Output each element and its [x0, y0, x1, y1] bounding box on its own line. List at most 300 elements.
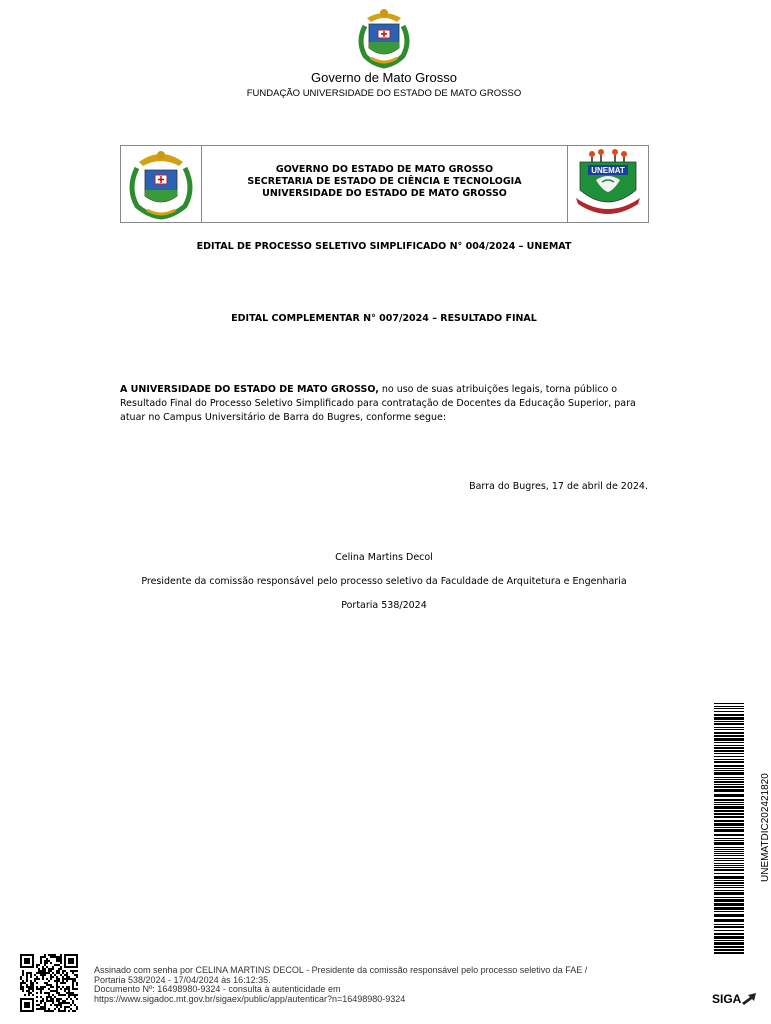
qr-module [44, 974, 46, 976]
qr-module [68, 988, 70, 990]
qr-module [62, 986, 64, 988]
qr-module [54, 996, 56, 998]
qr-module [20, 984, 22, 986]
right-emblem-cell [567, 146, 648, 222]
qr-module [70, 994, 72, 996]
qr-module [60, 988, 62, 990]
qr-module [40, 1008, 42, 1010]
qr-module [62, 978, 64, 980]
qr-module [20, 978, 22, 980]
qr-module [52, 1000, 54, 1002]
barcode-bar [714, 867, 744, 868]
qr-module [56, 984, 58, 986]
qr-module [36, 986, 38, 988]
qr-module [66, 978, 68, 980]
place-date: Barra do Bugres, 17 de abril de 2024. [469, 481, 648, 492]
qr-module [56, 956, 58, 958]
barcode-bar [714, 919, 744, 922]
qr-module [22, 972, 24, 974]
qr-module [72, 982, 74, 984]
qr-module [44, 986, 46, 988]
coat-of-arms-icon [355, 6, 413, 68]
qr-module [48, 970, 50, 972]
qr-module [76, 988, 78, 990]
qr-module [70, 970, 72, 972]
barcode-icon [714, 703, 744, 953]
letterhead-line-secretariat: SECRETARIA DE ESTADO DE CIÊNCIA E TECNOLOGIA [247, 176, 522, 187]
mato-grosso-coat-of-arms-icon [121, 146, 201, 222]
qr-module [40, 996, 42, 998]
complementary-title: EDITAL COMPLEMENTAR N° 007/2024 – RESULTADO FINAL [231, 313, 537, 324]
qr-module [48, 954, 50, 956]
qr-module [32, 988, 34, 990]
qr-module [44, 972, 46, 974]
qr-module [22, 974, 24, 976]
qr-module [60, 966, 62, 968]
qr-module [62, 1000, 64, 1002]
barcode-bar [714, 851, 744, 852]
qr-module [70, 992, 72, 994]
barcode-bar [714, 717, 744, 720]
barcode-bar [714, 820, 744, 822]
qr-module [60, 982, 62, 984]
barcode-bar [714, 914, 744, 917]
qr-module [44, 982, 46, 984]
qr-module [68, 1002, 70, 1004]
qr-module [74, 970, 76, 972]
barcode-bar [714, 816, 744, 818]
qr-module [36, 964, 38, 966]
unemat-logo-text: UNEMAT [591, 166, 625, 175]
qr-module [56, 980, 58, 982]
qr-module [20, 986, 22, 988]
qr-module [46, 992, 48, 994]
qr-module [44, 968, 46, 970]
barcode-bar [714, 926, 744, 928]
barcode-bar [714, 745, 744, 746]
qr-module [54, 990, 56, 992]
qr-module [22, 990, 24, 992]
barcode-bar [714, 855, 744, 856]
qr-module [68, 992, 70, 994]
qr-module [24, 994, 26, 996]
letterhead-box [120, 145, 649, 223]
barcode-bar [714, 786, 744, 788]
qr-module [68, 994, 70, 996]
qr-module [46, 998, 48, 1000]
qr-module [28, 992, 30, 994]
qr-module [70, 1004, 72, 1006]
qr-module [42, 998, 44, 1000]
qr-module [60, 962, 62, 964]
barcode-bar [714, 789, 744, 792]
barcode-bar [714, 849, 744, 850]
qr-module [44, 1004, 46, 1006]
barcode-bar [714, 834, 744, 836]
qr-module [66, 986, 68, 988]
qr-module [48, 984, 50, 986]
qr-module [20, 988, 22, 990]
qr-module [60, 998, 62, 1000]
barcode-bar [714, 892, 744, 895]
qr-module [46, 978, 48, 980]
qr-module [60, 954, 62, 956]
qr-module [48, 968, 50, 970]
qr-module [50, 984, 52, 986]
barcode-bar [714, 933, 744, 935]
qr-module [76, 982, 78, 984]
qr-module [50, 974, 52, 976]
qr-module [26, 990, 28, 992]
qr-module [50, 1010, 52, 1012]
qr-module [46, 1010, 48, 1012]
qr-module [32, 986, 34, 988]
barcode-bar [714, 865, 744, 866]
qr-module [46, 958, 48, 960]
qr-module [44, 970, 46, 972]
qr-module [58, 972, 60, 974]
qr-module [44, 1006, 46, 1008]
siga-arrow-icon [742, 993, 756, 1005]
qr-module [36, 988, 38, 990]
qr-module [30, 980, 32, 982]
qr-module [50, 1004, 52, 1006]
qr-module [58, 994, 60, 996]
footer-line-3: Documento Nº: 16498980-9324 - consulta à autenticidade em [94, 984, 341, 994]
qr-module [52, 994, 54, 996]
qr-module [56, 970, 58, 972]
qr-module [64, 1000, 66, 1002]
qr-module [32, 984, 34, 986]
signer-role: Presidente da comissão responsável pelo processo seletivo da Faculdade de Arquitetura e Engenharia [141, 576, 627, 587]
barcode-bar [714, 847, 744, 848]
qr-module [36, 992, 38, 994]
qr-module [30, 982, 32, 984]
qr-module [48, 1010, 50, 1012]
qr-module [28, 994, 30, 996]
qr-module [50, 962, 52, 964]
qr-module [50, 970, 52, 972]
qr-module [64, 994, 66, 996]
qr-module [52, 998, 54, 1000]
qr-module [42, 970, 44, 972]
qr-module [46, 1000, 48, 1002]
qr-module [50, 978, 52, 980]
qr-code-icon[interactable] [20, 954, 78, 1012]
qr-module [58, 998, 60, 1000]
barcode-bar [714, 899, 744, 902]
qr-module [70, 978, 72, 980]
qr-module [30, 992, 32, 994]
qr-module [74, 1004, 76, 1006]
qr-module [40, 958, 42, 960]
qr-module [64, 988, 66, 990]
letterhead-text [202, 164, 567, 200]
qr-module [24, 982, 26, 984]
qr-module [34, 980, 36, 982]
qr-module [50, 990, 52, 992]
qr-module [32, 982, 34, 984]
barcode-bar [714, 813, 744, 815]
barcode-bar [714, 770, 744, 771]
qr-module [72, 1000, 74, 1002]
qr-module [70, 998, 72, 1000]
qr-module [44, 964, 46, 966]
qr-module [72, 984, 74, 986]
qr-module [72, 988, 74, 990]
qr-module [42, 988, 44, 990]
qr-module [54, 954, 56, 956]
qr-module [30, 988, 32, 990]
qr-module [38, 988, 40, 990]
qr-module [50, 968, 52, 970]
barcode-bar [714, 768, 744, 769]
qr-module [50, 986, 52, 988]
letterhead-line-university: UNIVERSIDADE DO ESTADO DE MATO GROSSO [262, 188, 507, 199]
barcode-bar [714, 897, 744, 898]
foundation-name: FUNDAÇÃO UNIVERSIDADE DO ESTADO DE MATO GROSSO [246, 88, 522, 99]
edital-title: EDITAL DE PROCESSO SELETIVO SIMPLIFICADO N° 004/2024 – UNEMAT [196, 241, 572, 252]
barcode-bar [714, 880, 744, 881]
qr-module [58, 1010, 60, 1012]
barcode-bar [714, 827, 744, 828]
qr-module [38, 970, 40, 972]
qr-module [60, 968, 62, 970]
qr-module [30, 976, 32, 978]
qr-module [58, 1004, 60, 1006]
footer-line-4[interactable]: https://www.sigadoc.mt.gov.br/sigaex/public/app/autenticar?n=16498980-9324 [94, 993, 406, 1004]
qr-module [56, 990, 58, 992]
qr-module [52, 972, 54, 974]
qr-module [64, 1010, 66, 1012]
barcode-bar [714, 903, 744, 906]
qr-module [56, 958, 58, 960]
qr-module [52, 976, 54, 978]
qr-module [48, 994, 50, 996]
barcode-bar [714, 761, 744, 763]
qr-module [58, 964, 60, 966]
qr-module [52, 1010, 54, 1012]
barcode-bar [714, 911, 744, 912]
qr-module [60, 960, 62, 962]
barcode-bar [714, 799, 744, 801]
qr-module [36, 1000, 38, 1002]
barcode-bar [714, 765, 744, 767]
qr-module [66, 988, 68, 990]
barcode-bar [714, 706, 744, 707]
government-title: Governo de Mato Grosso [311, 70, 457, 85]
qr-module [60, 1002, 62, 1004]
qr-module [46, 962, 48, 964]
qr-module [62, 994, 64, 996]
barcode-bar [714, 940, 744, 941]
barcode-bar [714, 804, 744, 805]
qr-module [26, 980, 28, 982]
qr-module [28, 988, 30, 990]
qr-module [64, 1002, 66, 1004]
barcode-bar [714, 750, 744, 752]
qr-module [42, 966, 44, 968]
qr-module [38, 1004, 40, 1006]
qr-module [44, 1010, 46, 1012]
qr-module [72, 992, 74, 994]
barcode-bar [714, 742, 744, 743]
qr-module [72, 972, 74, 974]
qr-module [38, 972, 40, 974]
qr-module [66, 1006, 68, 1008]
barcode-bar [714, 810, 744, 812]
qr-module [62, 972, 64, 974]
qr-module [66, 1002, 68, 1004]
qr-module [54, 1004, 56, 1006]
barcode-bar [714, 732, 744, 734]
barcode-bar [714, 747, 744, 749]
qr-module [48, 972, 50, 974]
barcode-bar [714, 759, 744, 760]
qr-module [66, 972, 68, 974]
qr-module [36, 972, 38, 974]
qr-module [58, 980, 60, 982]
qr-module [26, 978, 28, 980]
qr-module [40, 990, 42, 992]
qr-module [34, 974, 36, 976]
barcode-code-container [748, 710, 771, 950]
qr-module [58, 978, 60, 980]
unemat-logo-icon [568, 146, 648, 222]
qr-module [50, 954, 52, 956]
qr-module [66, 998, 68, 1000]
barcode-bar [714, 887, 744, 888]
qr-module [56, 982, 58, 984]
qr-module [58, 1000, 60, 1002]
qr-module [26, 976, 28, 978]
qr-module [56, 1006, 58, 1008]
barcode-bar [714, 885, 744, 886]
qr-module [26, 984, 28, 986]
qr-module [42, 1006, 44, 1008]
qr-module [38, 964, 40, 966]
qr-module [56, 964, 58, 966]
qr-module [42, 968, 44, 970]
barcode-bar [714, 829, 744, 832]
qr-module [58, 958, 60, 960]
barcode-bar [714, 946, 744, 948]
intro-text: no uso de suas atribuições legais, torna público o Resultado Final do Processo Seletivo Simplificado para contratação de Docentes da Educação Superior, para atuar no Campus Universitário de Barra do Bugres, conforme segue: [120, 384, 636, 423]
qr-module [58, 960, 60, 962]
qr-module [50, 996, 52, 998]
qr-module [44, 992, 46, 994]
qr-module [72, 980, 74, 982]
qr-module [22, 986, 24, 988]
qr-module [60, 1004, 62, 1006]
barcode-bar [714, 735, 744, 737]
qr-module [72, 1010, 74, 1012]
qr-module [56, 992, 58, 994]
qr-module [28, 990, 30, 992]
qr-module [28, 972, 30, 974]
qr-module [68, 990, 70, 992]
qr-finder [24, 1002, 30, 1008]
barcode-bar [714, 882, 744, 884]
intro-paragraph [120, 383, 650, 425]
qr-module [70, 1008, 72, 1010]
qr-module [36, 966, 38, 968]
barcode-bar [714, 842, 744, 845]
qr-module [46, 984, 48, 986]
qr-module [40, 956, 42, 958]
barcode-bar [714, 936, 744, 939]
signer-portaria: Portaria 538/2024 [341, 600, 427, 611]
barcode-bar [714, 794, 744, 797]
qr-module [64, 990, 66, 992]
qr-module [38, 978, 40, 980]
qr-module [60, 974, 62, 976]
qr-module [72, 1002, 74, 1004]
qr-module [52, 1002, 54, 1004]
barcode-bar [714, 924, 744, 925]
qr-finder [24, 958, 30, 964]
qr-module [36, 978, 38, 980]
qr-module [36, 996, 38, 998]
qr-module [28, 986, 30, 988]
barcode-bar [714, 772, 744, 775]
qr-module [56, 960, 58, 962]
qr-module [60, 1006, 62, 1008]
qr-module [40, 1002, 42, 1004]
qr-module [22, 982, 24, 984]
qr-module [56, 978, 58, 980]
qr-module [58, 1002, 60, 1004]
qr-module [48, 988, 50, 990]
qr-module [44, 954, 46, 956]
qr-module [54, 980, 56, 982]
qr-module [56, 976, 58, 978]
qr-module [56, 998, 58, 1000]
qr-module [52, 954, 54, 956]
qr-module [52, 986, 54, 988]
qr-module [62, 970, 64, 972]
footer-line-2: Portaria 538/2024 - 17/04/2024 às 16:12:35. [94, 974, 271, 985]
qr-module [74, 996, 76, 998]
qr-module [46, 966, 48, 968]
qr-module [48, 980, 50, 982]
qr-module [30, 984, 32, 986]
qr-module [72, 978, 74, 980]
barcode-bar [714, 942, 744, 945]
barcode-bar [714, 930, 744, 931]
qr-module [46, 972, 48, 974]
qr-module [74, 988, 76, 990]
qr-module [40, 972, 42, 974]
qr-module [22, 970, 24, 972]
qr-module [40, 970, 42, 972]
qr-module [60, 956, 62, 958]
qr-module [62, 980, 64, 982]
qr-module [56, 988, 58, 990]
qr-module [58, 1008, 60, 1010]
barcode-bar [714, 860, 744, 861]
qr-module [42, 1000, 44, 1002]
qr-module [58, 986, 60, 988]
left-emblem-cell [121, 146, 202, 222]
qr-module [42, 956, 44, 958]
qr-module [42, 974, 44, 976]
barcode-bar [714, 823, 744, 826]
qr-module [64, 974, 66, 976]
qr-module [58, 992, 60, 994]
qr-module [56, 1000, 58, 1002]
qr-module [54, 956, 56, 958]
